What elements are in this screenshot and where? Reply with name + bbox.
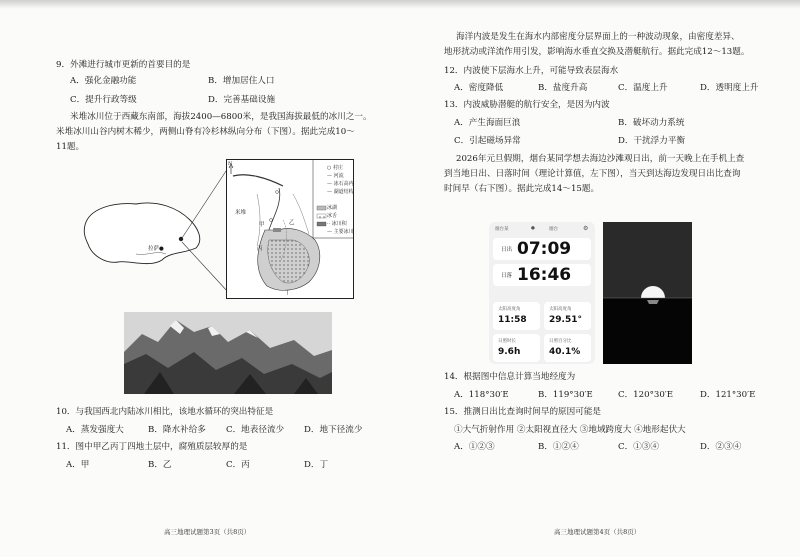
q12-option-b: B．盐度升高 [538,83,588,93]
legend-channel: — 湖道结构 [327,189,354,195]
place-bing: 丙 [257,246,263,252]
q14-option-d: D．121°30′E [700,390,756,400]
q12-stem: 12．内波使下层海水上升，可能导致表层海水 [444,66,619,76]
q15-option-d: D．②③④ [700,442,742,452]
app-location-label: 烟台某 [495,227,509,232]
legend-glacier-tongue: 冰舌 [327,213,338,219]
sunset-label: 日落 [501,273,513,279]
legend-main-glacier: — 主要冰川 [327,229,354,235]
stat-daylight-label: 日照时长 [498,339,516,344]
q11-option-b: B．乙 [148,460,172,470]
right-page [400,0,800,557]
q14-option-c: C．120°30′E [618,390,674,400]
q9-option-d: D．完善基础设施 [208,95,276,105]
intro-line-3: 11题。 [56,142,85,152]
q15-option-a: A．①②③ [454,442,495,452]
legend-river: — 河流 [327,173,344,179]
q14-option-a: A．118°30′E [454,390,509,400]
q14-option-b: B．119°30′E [538,390,593,400]
sea-sunrise-photo [603,222,692,364]
q12-option-d: D．透明度上升 [700,83,759,93]
stat-card-noon [493,302,540,330]
right-intro2-line-2: 到当地日出、日落时间（理论计算值，左下图），当天到达海边发现日出比查询 [444,169,741,179]
q12-option-c: C．温度上升 [618,83,668,93]
sunrise-time-card [493,238,591,260]
legend-glacier-deposit: ·· 冰川积 [327,221,347,227]
q11-option-d: D．丁 [304,460,329,470]
stat-noon-label: 太阳高度角 [498,307,521,312]
sunrise-label: 日出 [501,247,513,253]
place-ding: 丁 [285,290,291,296]
glacier-valley-photo [124,312,332,394]
stat-daylight-value: 9.6h [498,347,521,357]
right-intro2-line-3: 时间早（右下图）。据此完成14～15题。 [444,184,600,194]
legend-moraine: — 冰石高内 [327,181,354,187]
q9-option-a: A．强化金融功能 [70,76,137,86]
place-yi: 乙 [289,220,295,226]
sunrise-app-screenshot [489,222,595,364]
q15-stem: 15．推测日出比查询时间早的原因可能是 [444,407,602,417]
north-arrow-label: N [228,161,233,167]
glacier-detail-map [226,159,354,299]
q9-option-b: B．增加居住人口 [208,76,275,86]
q13-option-b: B．破坏动力系统 [618,118,685,128]
app-city-label: 烟台 [549,227,558,232]
stat-noon-value: 11:58 [498,315,527,325]
q10-option-c: C．地表径流少 [226,425,285,435]
q10-option-d: D．地下径流少 [304,425,363,435]
intro-line-1: 米堆冰川位于西藏东南部，海拔2400—6800米，是我国海拔最低的冰川之一。 [70,112,372,122]
q9-stem: 9．外滩进行城市更新的首要目的是 [56,60,191,70]
sunset-time-card [493,264,591,286]
q10-stem: 10．与我国西北内陆冰川相比，该地水循环的突出特征是 [56,407,274,417]
q13-option-a: A．产生海面巨浪 [454,118,521,128]
q13-stem: 13．内波威胁潜艇的航行安全，是因为内波 [444,100,610,110]
q10-option-b: B．降水补给多 [148,425,206,435]
stat-card-daylight [493,334,540,362]
left-footer: 高三地理试题第3页（共8页） [164,528,251,536]
q13-option-c: C．引起磁场异常 [454,136,521,146]
q11-stem: 11．图中甲乙丙丁四地土层中，腐殖质层较厚的是 [56,442,248,452]
q10-option-a: A．蒸发强度大 [66,425,124,435]
place-jia: 甲 [259,222,265,228]
stat-elevation-value: 29.51° [549,315,582,325]
stat-percentage-label: 日照百分比 [549,339,572,344]
stat-elevation-label: 太阳高度角 [549,307,572,312]
sunrise-photo-svg [603,222,692,364]
sunrise-time: 07:09 [517,239,572,259]
place-midui: 米堆 [235,210,247,216]
stat-card-elevation [544,302,591,330]
location-pin-icon: ● [531,226,535,231]
right-intro-line-1: 海洋内波是发生在海水内部密度分层界面上的一种波动现象，由密度差异、 [456,32,740,42]
q15-option-b: B．①②④ [538,442,579,452]
q11-option-c: C．丙 [226,460,250,470]
q15-option-c: C．①③④ [618,442,659,452]
settings-gear-icon: ⚙ [583,225,589,232]
intro-line-2: 米堆冰川山谷内树木稀少，两侧山脊有冷杉林纵向分布（下图）。据此完成10～ [56,127,355,137]
stat-card-percentage [544,334,591,362]
legend-glacial-lake: 冰湖 [327,205,338,211]
mountain-photo-svg [124,312,332,394]
legend-village: ○ 村庄 [327,165,343,171]
q12-option-a: A．密度降低 [454,83,504,93]
q13-option-d: D．干扰浮力平衡 [618,136,686,146]
q14-stem: 14．根据图中信息计算当地经度为 [444,372,576,382]
right-intro2-line-1: 2026年元旦假期，烟台某同学想去海边沙滩观日出，前一天晚上在手机上查 [456,154,745,164]
q11-option-a: A．甲 [66,460,90,470]
q15-reasons: ①大气折射作用 ②太阳视直径大 ③地域跨度大 ④地形起伏大 [454,425,686,435]
stat-percentage-value: 40.1% [549,347,581,357]
sunset-time: 16:46 [517,265,572,285]
right-footer: 高三地理试题第4页（共8页） [554,528,641,536]
right-intro-line-2: 地形扰动或洋流作用引发，影响海水垂直交换及潜艇航行。据此完成12～13题。 [444,47,750,57]
q9-option-c: C．提升行政等级 [70,95,137,105]
lhasa-label: 拉萨● [148,246,164,252]
